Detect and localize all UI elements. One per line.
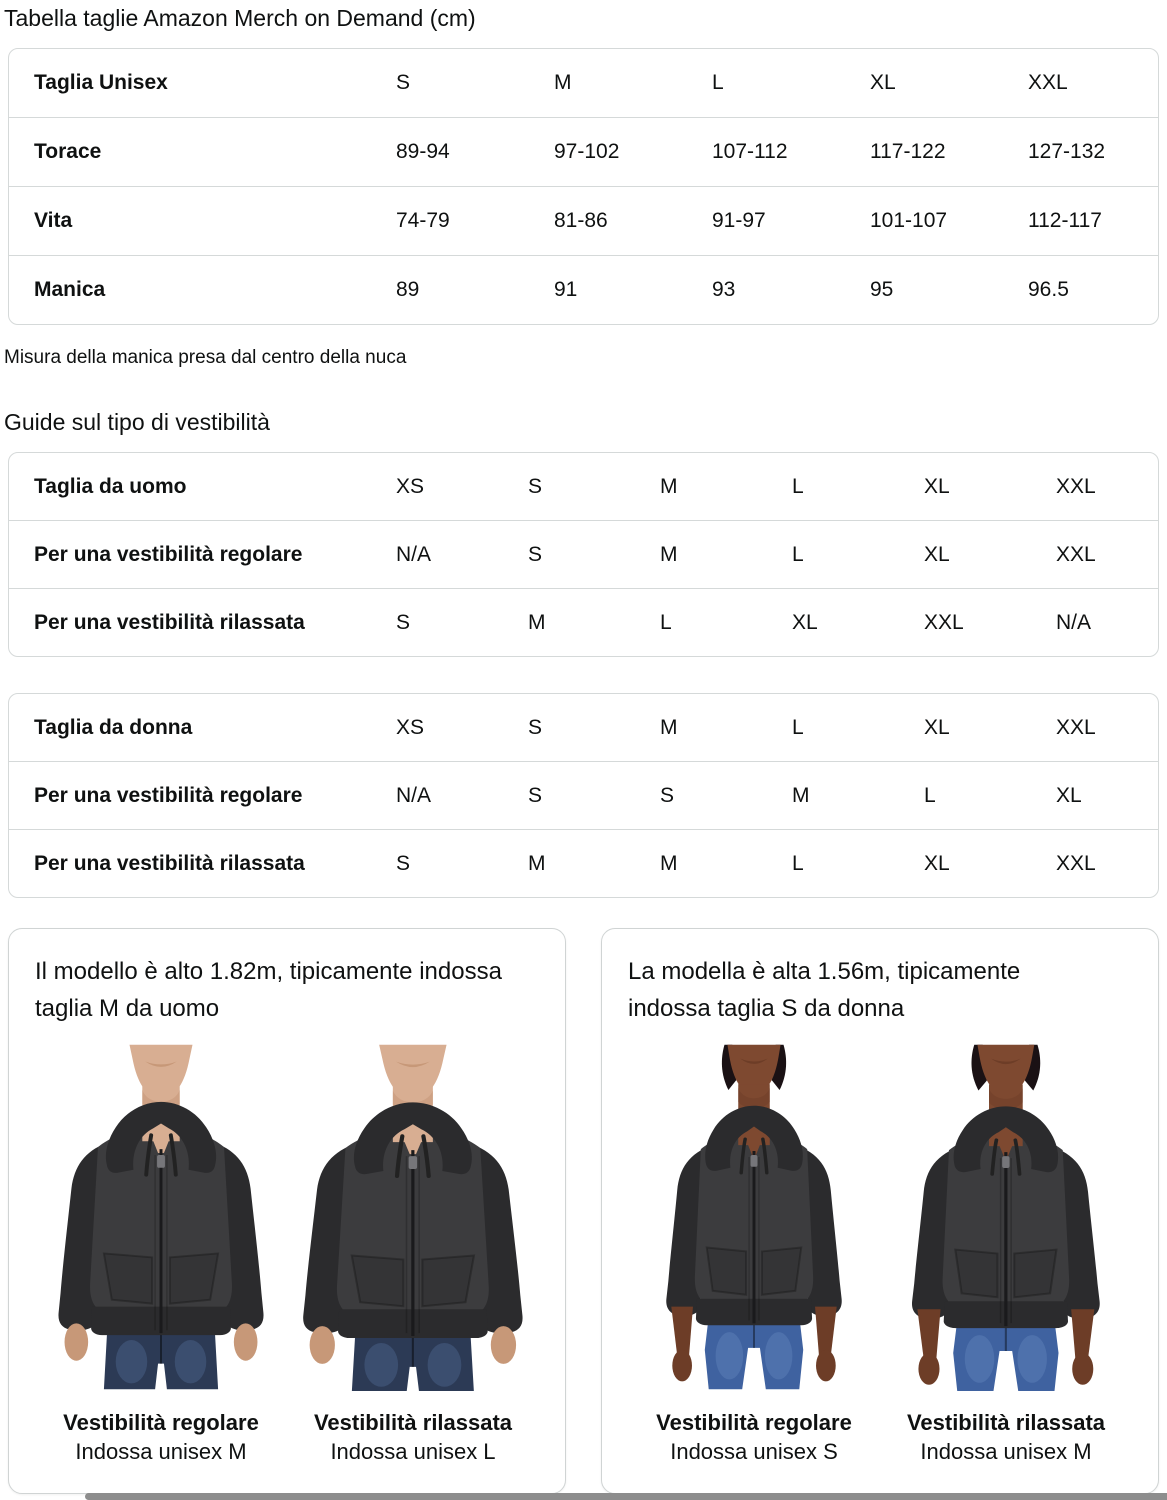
- fit-caption: Vestibilità rilassata: [313, 1410, 513, 1435]
- table-header-row: [9, 694, 1158, 761]
- measure-label: Vita: [34, 209, 73, 232]
- measure-value: 127-132: [1028, 140, 1106, 163]
- measure-value: 81-86: [554, 209, 608, 232]
- table-row-regular-fit: [9, 761, 1158, 829]
- table-row-sleeve: [9, 255, 1158, 324]
- fit-size: S: [396, 851, 411, 875]
- female-relaxed-fit-photo: [880, 1043, 1132, 1466]
- fit-size: XL: [792, 610, 818, 634]
- measure-label: Torace: [34, 140, 102, 163]
- male-regular-fit-photo: [35, 1043, 287, 1466]
- size-caption: Indossa unisex M: [920, 1439, 1092, 1464]
- measure-value: 91: [554, 278, 578, 301]
- table-header-row: [9, 453, 1158, 520]
- fit-size: N/A: [396, 783, 432, 807]
- fit-size: N/A: [396, 542, 432, 566]
- size-caption: Indossa unisex L: [330, 1439, 496, 1464]
- size-caption: Indossa unisex M: [75, 1439, 247, 1464]
- table-header-row: [9, 49, 1158, 117]
- horizontal-scrollbar-thumb[interactable]: [85, 1493, 1167, 1500]
- men-fit-table: [8, 452, 1159, 657]
- size-col-header: L: [712, 71, 724, 94]
- male-relaxed-fit-photo: [287, 1043, 539, 1466]
- size-col-header: XL: [870, 71, 896, 94]
- male-model-description: Il modello è alto 1.82m, tipicamente indossa taglia M da uomo: [35, 958, 502, 1022]
- measure-label: Manica: [34, 278, 106, 301]
- size-col-header: S: [396, 71, 411, 94]
- size-col-header: S: [528, 715, 543, 739]
- measure-value: 74-79: [396, 209, 450, 232]
- fit-label: Per una vestibilità rilassata: [34, 851, 305, 875]
- table-row-relaxed-fit: [9, 588, 1158, 656]
- table-row-regular-fit: [9, 520, 1158, 588]
- fit-size: M: [528, 610, 546, 634]
- fit-label: Per una vestibilità regolare: [34, 783, 303, 807]
- fit-size: XXL: [1056, 542, 1096, 566]
- fit-size: XL: [1056, 783, 1082, 807]
- female-model-relaxed-figure: [880, 1043, 1132, 1391]
- fit-size: L: [792, 542, 804, 566]
- size-col-header: M: [554, 71, 572, 94]
- size-col-header: XL: [924, 474, 950, 498]
- women-table-title: Taglia da donna: [34, 715, 193, 739]
- fit-label: Per una vestibilità regolare: [34, 542, 303, 566]
- fit-size: S: [528, 542, 543, 566]
- measure-value: 97-102: [554, 140, 620, 163]
- fit-size: L: [924, 783, 936, 807]
- model-cards: [8, 928, 1159, 1494]
- male-model-card: [8, 928, 566, 1494]
- size-col-header: S: [528, 474, 543, 498]
- fit-size: M: [792, 783, 810, 807]
- sleeve-measure-note: Misura della manica presa dal centro della nuca: [4, 347, 407, 368]
- measure-value: 95: [870, 278, 894, 301]
- measure-value: 101-107: [870, 209, 948, 232]
- fit-size: XXL: [924, 610, 964, 634]
- size-col-header: L: [792, 474, 804, 498]
- male-model-regular-figure: [35, 1043, 287, 1391]
- fit-size: L: [792, 851, 804, 875]
- female-model-card: [601, 928, 1159, 1494]
- measure-value: 112-117: [1028, 209, 1102, 232]
- fit-label: Per una vestibilità rilassata: [34, 610, 305, 634]
- fit-size: XXL: [1056, 851, 1096, 875]
- female-model-regular-figure: [628, 1043, 880, 1391]
- table-row-waist: [9, 186, 1158, 255]
- male-photos-row: [35, 1043, 539, 1466]
- female-photos-row: [628, 1043, 1132, 1466]
- men-table-title: Taglia da uomo: [34, 474, 187, 498]
- unisex-size-table: [8, 48, 1159, 325]
- fit-caption: Vestibilità regolare: [656, 1410, 852, 1435]
- size-col-header: L: [792, 715, 804, 739]
- fit-size: M: [660, 851, 678, 875]
- measure-value: 93: [712, 278, 736, 301]
- size-col-header: XS: [396, 715, 425, 739]
- size-col-header: XXL: [1056, 715, 1096, 739]
- female-model-description: La modella è alta 1.56m, tipicamente indossa taglia S da donna: [628, 958, 1021, 1022]
- fit-caption: Vestibilità rilassata: [906, 1410, 1106, 1435]
- fit-size: M: [660, 542, 678, 566]
- fit-size: S: [396, 610, 411, 634]
- size-col-header: XXL: [1028, 71, 1068, 94]
- male-model-relaxed-figure: [287, 1043, 539, 1391]
- fit-guide-heading: Guide sul tipo di vestibilità: [4, 409, 270, 435]
- size-col-header: XXL: [1056, 474, 1096, 498]
- measure-value: 96.5: [1028, 278, 1069, 301]
- table-row-relaxed-fit: [9, 829, 1158, 897]
- fit-size: XL: [924, 542, 950, 566]
- size-caption: Indossa unisex S: [670, 1439, 838, 1464]
- measure-value: 117-122: [870, 140, 946, 163]
- measure-value: 89-94: [396, 140, 450, 163]
- female-regular-fit-photo: [628, 1043, 880, 1466]
- size-col-header: M: [660, 474, 678, 498]
- fit-size: M: [528, 851, 546, 875]
- measure-value: 91-97: [712, 209, 766, 232]
- fit-size: N/A: [1056, 610, 1092, 634]
- fit-size: S: [528, 783, 543, 807]
- size-col-header: M: [660, 715, 678, 739]
- size-col-header: XS: [396, 474, 425, 498]
- fit-size: S: [660, 783, 675, 807]
- fit-size: XL: [924, 851, 950, 875]
- table-row-chest: [9, 117, 1158, 186]
- page-title: Tabella taglie Amazon Merch on Demand (cm): [4, 5, 476, 31]
- measure-value: 107-112: [712, 140, 788, 163]
- size-table-title: Taglia Unisex: [34, 71, 168, 94]
- fit-size: L: [660, 610, 672, 634]
- women-fit-table: [8, 693, 1159, 898]
- fit-caption: Vestibilità regolare: [63, 1410, 259, 1435]
- size-col-header: XL: [924, 715, 950, 739]
- measure-value: 89: [396, 278, 420, 301]
